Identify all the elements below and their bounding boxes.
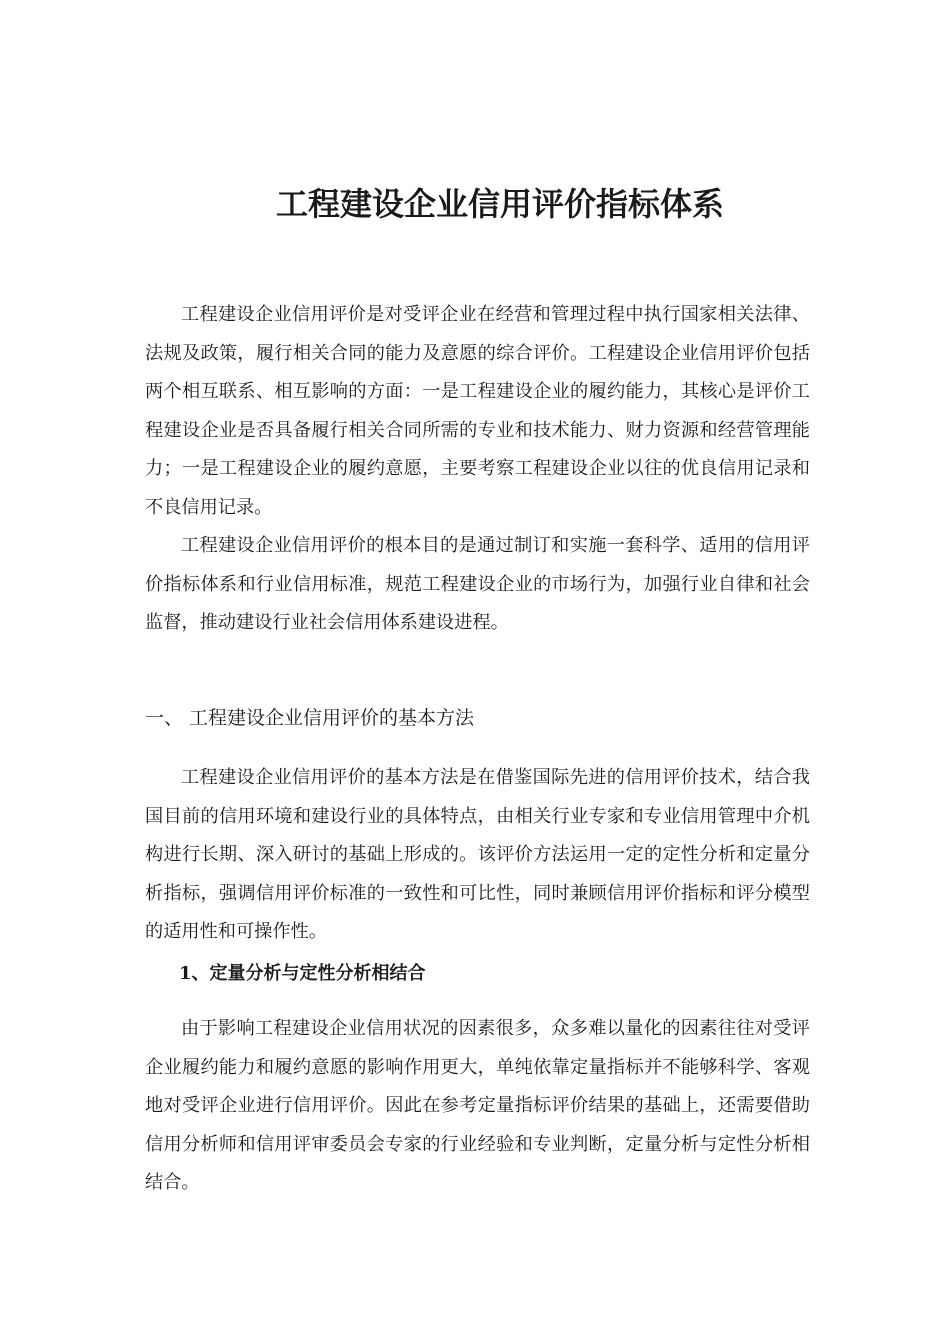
intro-paragraph-2: 工程建设企业信用评价的根本目的是通过制订和实施一套科学、适用的信用评价指标体系和行业信用标准，规范工程建设企业的市场行为，加强行业自律和社会监督，推动建设行业社会信用体系建设进程。	[145, 535, 810, 633]
intro-paragraph-1: 工程建设企业信用评价是对受评企业在经营和管理过程中执行国家相关法律、法规及政策，履行相关合同的能力及意愿的综合评价。工程建设企业信用评价包括两个相互联系、相互影响的方面：一是工程建设企业的履约能力，其核心是评价工程建设企业是否具备履行相关合同所需的专业和技术能力、财力资源和经营管理能力；一是工程建设企业的履约意愿，主要考察工程建设企业以往的优良信用记录和不良信用记录。	[145, 304, 810, 518]
section1-paragraph: 工程建设企业信用评价的基本方法是在借鉴国际先进的信用评价技术，结合我国目前的信用环境和建设行业的具体特点，由相关行业专家和专业信用管理中介机构进行长期、深入研讨的基础上形成的。该评价方法运用一定的定性分析和定量分析指标，强调信用评价标准的一致性和可比性，同时兼顾信用评价指标和评分模型的适用性和可操作性。	[145, 767, 810, 942]
subsection1-paragraph: 由于影响工程建设企业信用状况的因素很多，众多难以量化的因素往往对受评企业履约能力和履约意愿的影响作用更大，单纯依靠定量指标并不能够科学、客观地对受评企业进行信用评价。因此在参考定量指标评价结果的基础上，还需要借助信用分析师和信用评审委员会专家的行业经验和专业判断，定量分析与定性分析相结合。	[145, 1018, 810, 1193]
section-heading-1: 一、 工程建设企业信用评价的基本方法	[145, 707, 475, 729]
document-title: 工程建设企业信用评价指标体系	[275, 185, 724, 223]
subsection-heading-1: 1、定量分析与定性分析相结合	[179, 963, 426, 984]
